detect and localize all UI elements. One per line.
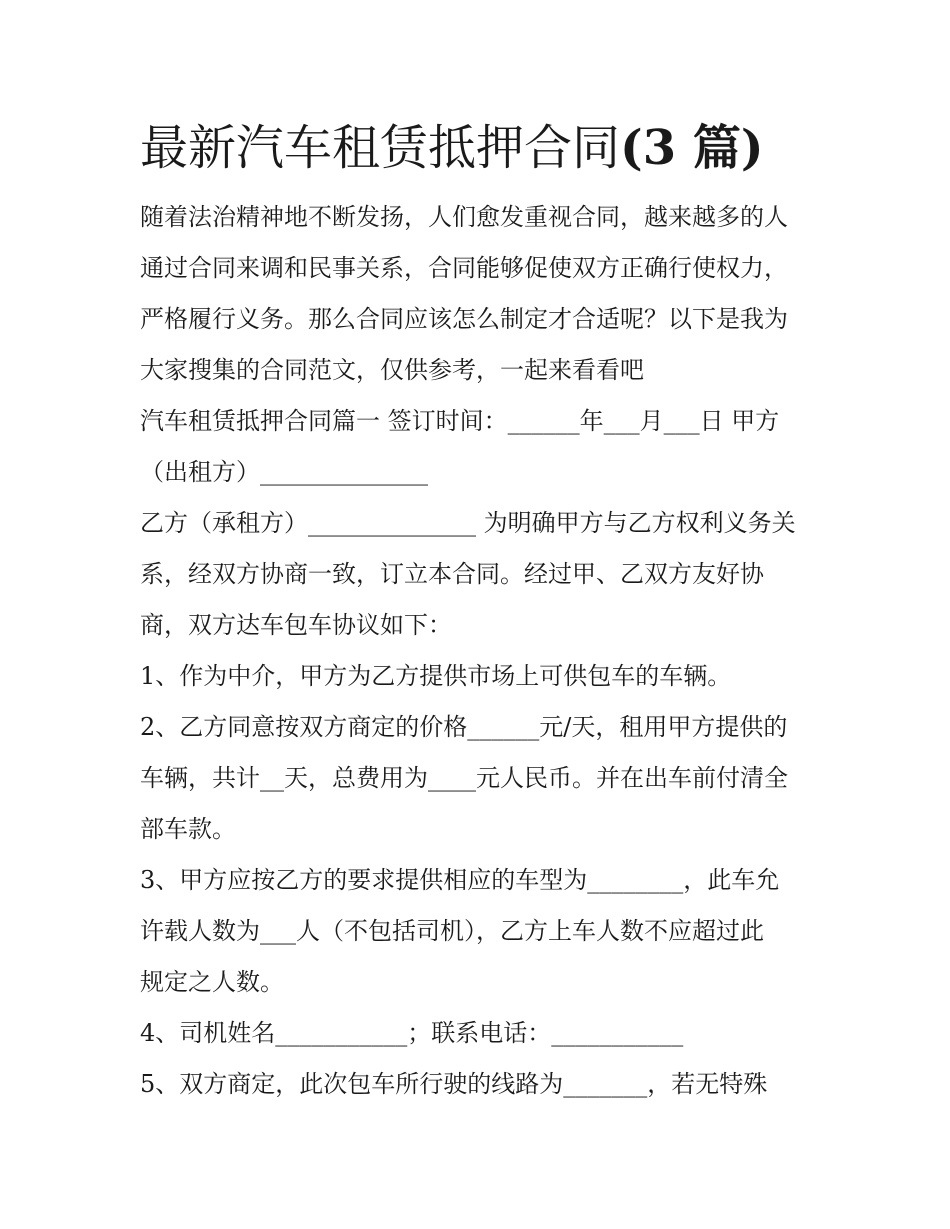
- text-line: 随着法治精神地不断发扬，人们愈发重视合同，越来越多的人: [140, 203, 788, 231]
- text-line: 3、甲方应按乙方的要求提供相应的车型为________，此车允: [140, 866, 780, 894]
- text-line: 乙方（承租方）______________ 为明确甲方与乙方权利义务关: [140, 509, 796, 537]
- text-line: 商，双方达车包车协议如下：: [140, 611, 452, 639]
- text-line: 部车款。: [140, 815, 236, 843]
- document-title: [140, 112, 820, 184]
- title-main: 最新汽车租赁抵押合同: [140, 120, 621, 176]
- text-line: 汽车租赁抵押合同篇一 签订时间：______年___月___日 甲方: [140, 407, 780, 435]
- text-line: （出租方）______________: [140, 458, 428, 486]
- text-line: 系，经双方协商一致，订立本合同。经过甲、乙双方友好协: [140, 560, 764, 588]
- text-line: 通过合同来调和民事关系，合同能够促使双方正确行使权力，: [140, 254, 788, 282]
- text-line: 5、双方商定，此次包车所行驶的线路为_______，若无特殊: [140, 1070, 768, 1098]
- text-line: 4、司机姓名___________；联系电话：___________: [140, 1019, 684, 1047]
- text-line: 1、作为中介，甲方为乙方提供市场上可供包车的车辆。: [140, 662, 732, 690]
- text-line: 车辆，共计__天，总费用为____元人民币。并在出车前付清全: [140, 764, 788, 792]
- title-paren: (3 篇): [620, 120, 764, 176]
- text-line: 大家搜集的合同范文，仅供参考，一起来看看吧: [140, 356, 644, 384]
- document-page: [140, 112, 820, 1110]
- text-line: 许载人数为___人（不包括司机），乙方上车人数不应超过此: [140, 917, 764, 945]
- text-line: 严格履行义务。那么合同应该怎么制定才合适呢？以下是我为: [140, 305, 788, 333]
- text-line: 2、乙方同意按双方商定的价格______元/天，租用甲方提供的: [140, 713, 788, 741]
- text-line: 规定之人数。: [140, 968, 284, 996]
